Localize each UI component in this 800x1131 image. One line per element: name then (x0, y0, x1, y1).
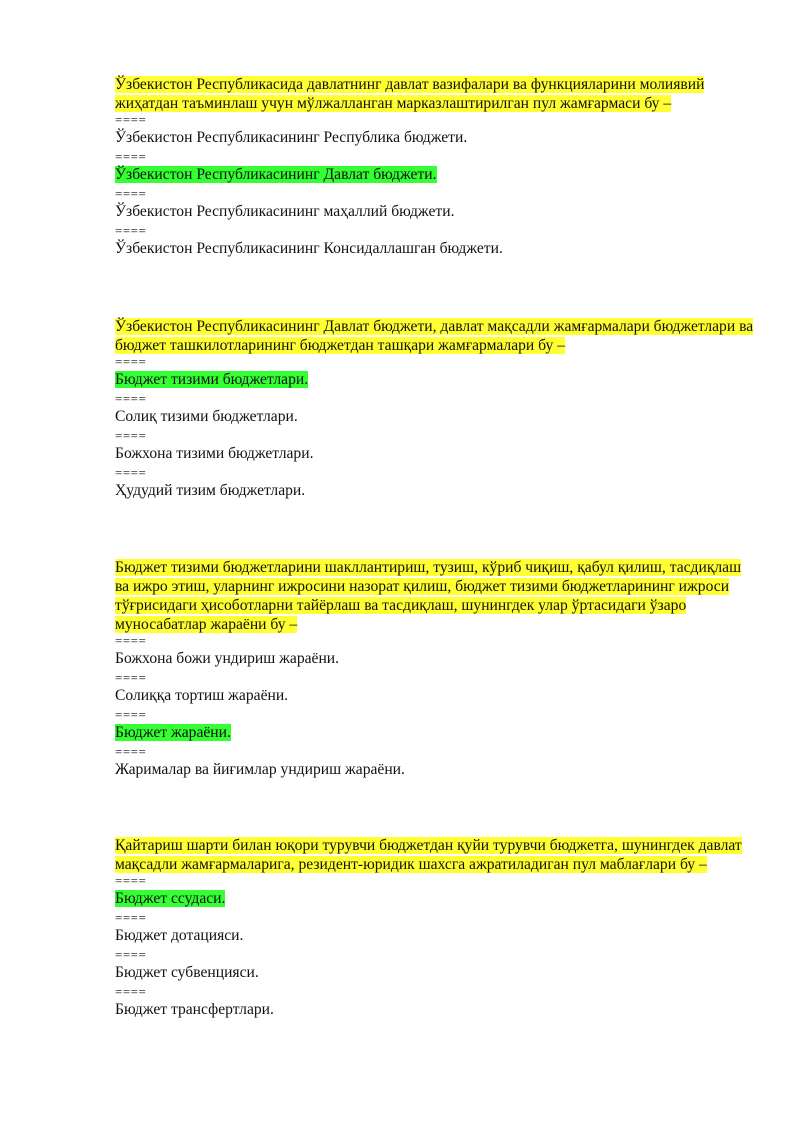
answer-option: Бюджет субвенцияси. (115, 964, 259, 981)
answer-option: Божхона божи ундириш жараёни. (115, 650, 340, 667)
answer-option: Ҳудудий тизим бюджетлари. (115, 482, 306, 499)
answer-option: Ўзбекистон Республикасининг Республика бюджети. (115, 129, 468, 146)
separator: ==== (115, 112, 147, 127)
separator: ==== (115, 873, 147, 888)
question-highlight: Бюджет тизими бюджетларини шакллантириш, тузиш, кўриб чиқиш, қабул қилиш, тасдиқлаш ва ижро этиш, уларнинг ижросини назорат қилиш, бюджет тизими бюджетларининг ижроси тўғрисидаги ҳисоботларни тайёрлаш ва тасдиқлаш, шунингдек улар ўртасидаги ўзаро муносабатлар жараёни бу – (115, 559, 742, 633)
answer-option: Божхона тизими бюджетлари. (115, 445, 314, 462)
separator: ==== (115, 149, 147, 164)
separator: ==== (115, 984, 147, 999)
question-text (115, 836, 755, 874)
answer-option-correct: Ўзбекистон Республикасининг Давлат бюджети. (115, 166, 437, 183)
question-highlight: Ўзбекистон Республикасида давлатнинг давлат вазифалари ва функцияларини молиявий жиҳатдан таъминлаш учун мўлжалланган марказлаштирилган пул жамғармаси бу – (115, 76, 705, 112)
answer-option: Бюджет трансфертлари. (115, 1001, 274, 1018)
separator: ==== (115, 391, 147, 406)
separator: ==== (115, 707, 147, 722)
separator: ==== (115, 744, 147, 759)
question-text (115, 75, 755, 113)
answer-option: Солиқ тизими бюджетлари. (115, 408, 298, 425)
answer-option: Солиққа тортиш жараёни. (115, 687, 289, 704)
answer-option: Жарималар ва йиғимлар ундириш жараёни. (115, 761, 405, 778)
separator: ==== (115, 465, 147, 480)
question-block-3 (115, 558, 755, 782)
separator: ==== (115, 186, 147, 201)
question-text (115, 317, 755, 355)
question-text (115, 558, 755, 634)
separator: ==== (115, 670, 147, 685)
answer-option-correct: Бюджет жараёни. (115, 724, 231, 741)
separator: ==== (115, 947, 147, 962)
answer-option-correct: Бюджет тизими бюджетлари. (115, 371, 309, 388)
separator: ==== (115, 223, 147, 238)
question-highlight: Қайтариш шарти билан юқори турувчи бюджетдан қуйи турувчи бюджетга, шунингдек давлат мақсадли жамғармаларига, резидент-юридик шахсга ажратиладиган пул маблағлари бу – (115, 837, 742, 873)
separator: ==== (115, 354, 147, 369)
answer-option: Ўзбекистон Республикасининг Консидаллашган бюджети. (115, 240, 503, 257)
question-block-2 (115, 317, 755, 503)
question-highlight: Ўзбекистон Республикасининг Давлат бюджети, давлат мақсадли жамғармалари бюджетлари ва бюджет ташкилотларининг бюджетдан ташқари жамғармалари бу – (115, 318, 754, 354)
answer-option: Ўзбекистон Республикасининг маҳаллий бюджети. (115, 203, 455, 220)
answer-option-correct: Бюджет ссудаси. (115, 890, 226, 907)
separator: ==== (115, 428, 147, 443)
separator: ==== (115, 910, 147, 925)
question-block-4 (115, 836, 755, 1022)
separator: ==== (115, 633, 147, 648)
answer-option: Бюджет дотацияси. (115, 927, 244, 944)
question-block-1 (115, 75, 755, 261)
